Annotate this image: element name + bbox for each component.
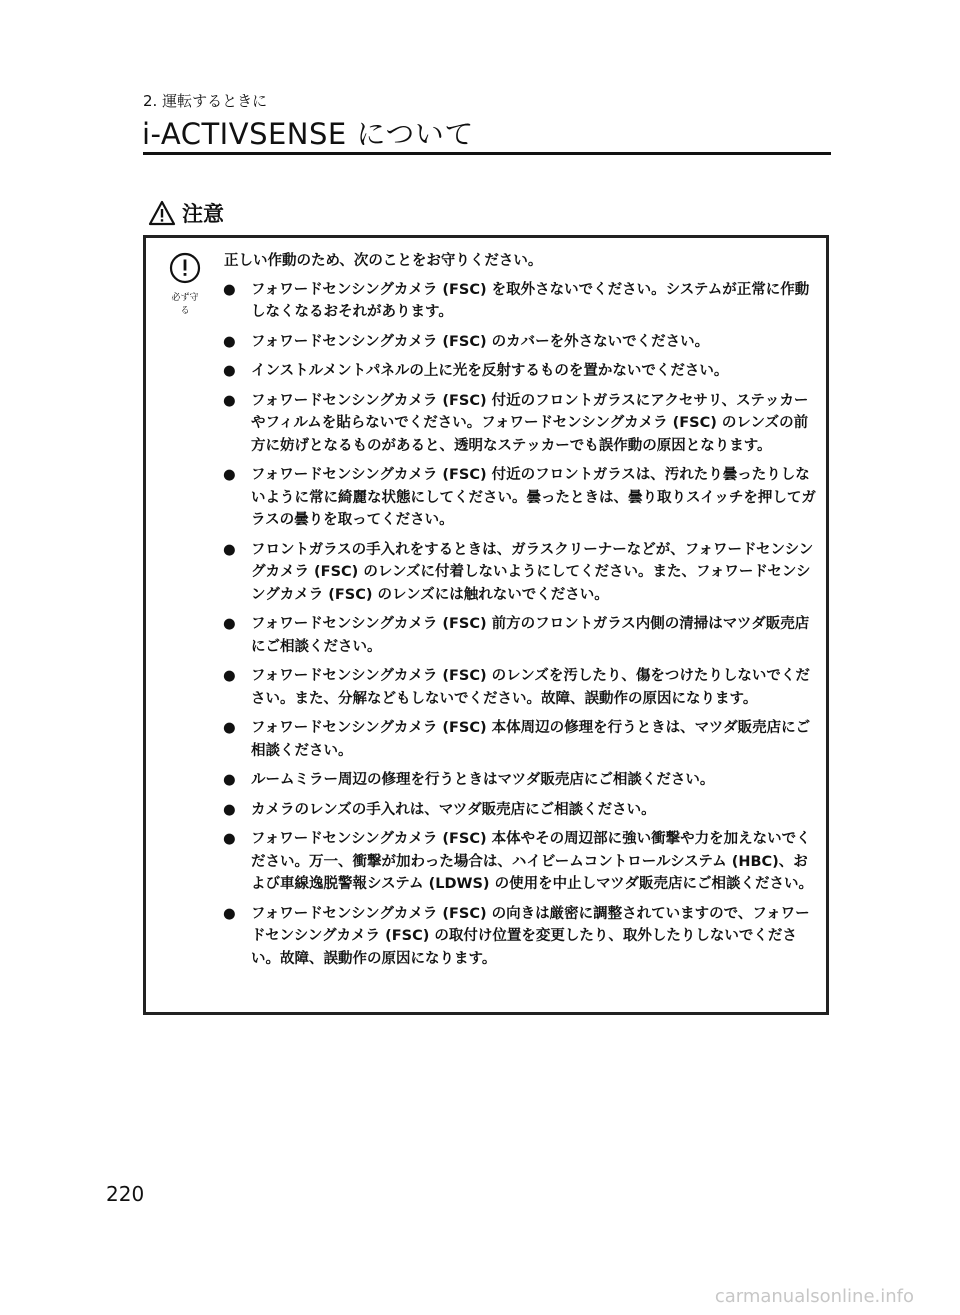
bullet-icon: ●	[223, 333, 236, 350]
caution-lead: 正しい作動のため、次のことをお守りください。	[224, 253, 543, 269]
page-title: i-ACTIVSENSE について	[142, 117, 474, 151]
caution-list	[224, 279, 818, 971]
caution-item-text: ルームミラー周辺の修理を行うときはマツダ販売店にご相談ください。	[251, 772, 715, 788]
bullet-icon: ●	[223, 392, 236, 409]
caution-item	[224, 769, 818, 792]
caution-heading-text: 注意	[182, 202, 224, 226]
bullet-icon: ●	[223, 541, 236, 558]
bullet-icon: ●	[223, 363, 236, 379]
caution-item	[224, 613, 818, 658]
bullet-icon: ●	[223, 772, 236, 788]
bullet-icon: ●	[223, 467, 236, 483]
caution-item	[224, 717, 818, 762]
bullet-icon: ●	[223, 281, 236, 298]
caution-item	[224, 539, 818, 607]
warning-triangle-icon	[148, 200, 176, 226]
caution-item-text: フォワードセンシングカメラ (FSC) 本体周辺の修理を行うときは、マツダ販売店にご相談ください。	[251, 720, 811, 759]
bullet-icon: ●	[223, 905, 236, 922]
page-number: 220	[106, 1182, 145, 1206]
exclamation-circle-icon	[169, 252, 201, 284]
bullet-icon: ●	[223, 801, 236, 818]
caution-item-text: フォワードセンシングカメラ (FSC) のレンズを汚したり、傷をつけたりしないでください。また、分解などもしないでください。故障、誤動作の原因になります。	[251, 668, 810, 707]
caution-item	[224, 799, 818, 822]
section-heading: 2. 運転するときに	[143, 92, 268, 110]
bullet-icon: ●	[223, 616, 236, 632]
mandatory-mark-label: 必ず守る	[171, 293, 199, 316]
caution-item-text: フォワードセンシングカメラ (FSC) のカバーを外さないでください。	[251, 333, 710, 350]
caution-item-text: フォワードセンシングカメラ (FSC) 付近のフロントガラスにアクセサリ、ステッカーやフィルムを貼らないでください。フォワードセンシングカメラ (FSC) のレンズの前方に妨げとなるものがあると、透明なステッカーでも誤作動の原因となります。	[251, 392, 809, 454]
title-divider	[143, 152, 831, 155]
caution-item	[224, 331, 818, 354]
caution-box	[143, 235, 829, 1015]
caution-item-text: フロントガラスの手入れをするときは、ガラスクリーナーなどが、フォワードセンシングカメラ (FSC) のレンズに付着しないようにしてください。また、フォワードセンシングカメラ (FSC) のレンズには触れないでください。	[251, 541, 814, 603]
bullet-icon: ●	[223, 668, 236, 684]
caution-item	[224, 279, 818, 324]
caution-item-text: フォワードセンシングカメラ (FSC) を取外さないでください。システムが正常に作動しなくなるおそれがあります。	[251, 281, 810, 320]
watermark: carmanualsonline.info	[714, 1286, 914, 1307]
caution-heading	[148, 198, 224, 228]
bullet-icon: ●	[223, 720, 236, 736]
caution-item-text: カメラのレンズの手入れは、マツダ販売店にご相談ください。	[251, 801, 656, 818]
bullet-icon: ●	[223, 831, 236, 847]
caution-item	[224, 665, 818, 710]
caution-item-text: インストルメントパネルの上に光を反射するものを置かないでください。	[251, 363, 729, 379]
caution-item	[224, 360, 818, 383]
caution-item	[224, 390, 818, 458]
caution-item-text: フォワードセンシングカメラ (FSC) 前方のフロントガラス内側の清掃はマツダ販売店にご相談ください。	[251, 616, 810, 655]
caution-content	[224, 250, 818, 977]
caution-item	[224, 903, 818, 971]
caution-item-text: フォワードセンシングカメラ (FSC) 付近のフロントガラスは、汚れたり曇ったりしないように常に綺麗な状態にしてください。曇ったときは、曇り取りスイッチを押してガラスの曇りを取ってください。	[251, 467, 816, 528]
caution-item	[224, 464, 818, 532]
caution-item-text: フォワードセンシングカメラ (FSC) の向きは厳密に調整されていますので、フォワードセンシングカメラ (FSC) の取付け位置を変更したり、取外したりしないでください。故障、誤動作の原因になります。	[251, 905, 810, 967]
mandatory-mark	[168, 252, 202, 316]
caution-item	[224, 828, 818, 896]
caution-item-text: フォワードセンシングカメラ (FSC) 本体やその周辺部に強い衝撃や力を加えないでください。万一、衝撃が加わった場合は、ハイビームコントロールシステム (HBC)、および車線逸脱警報システム (LDWS) の使用を中止しマツダ販売店にご相談ください。	[251, 831, 814, 892]
